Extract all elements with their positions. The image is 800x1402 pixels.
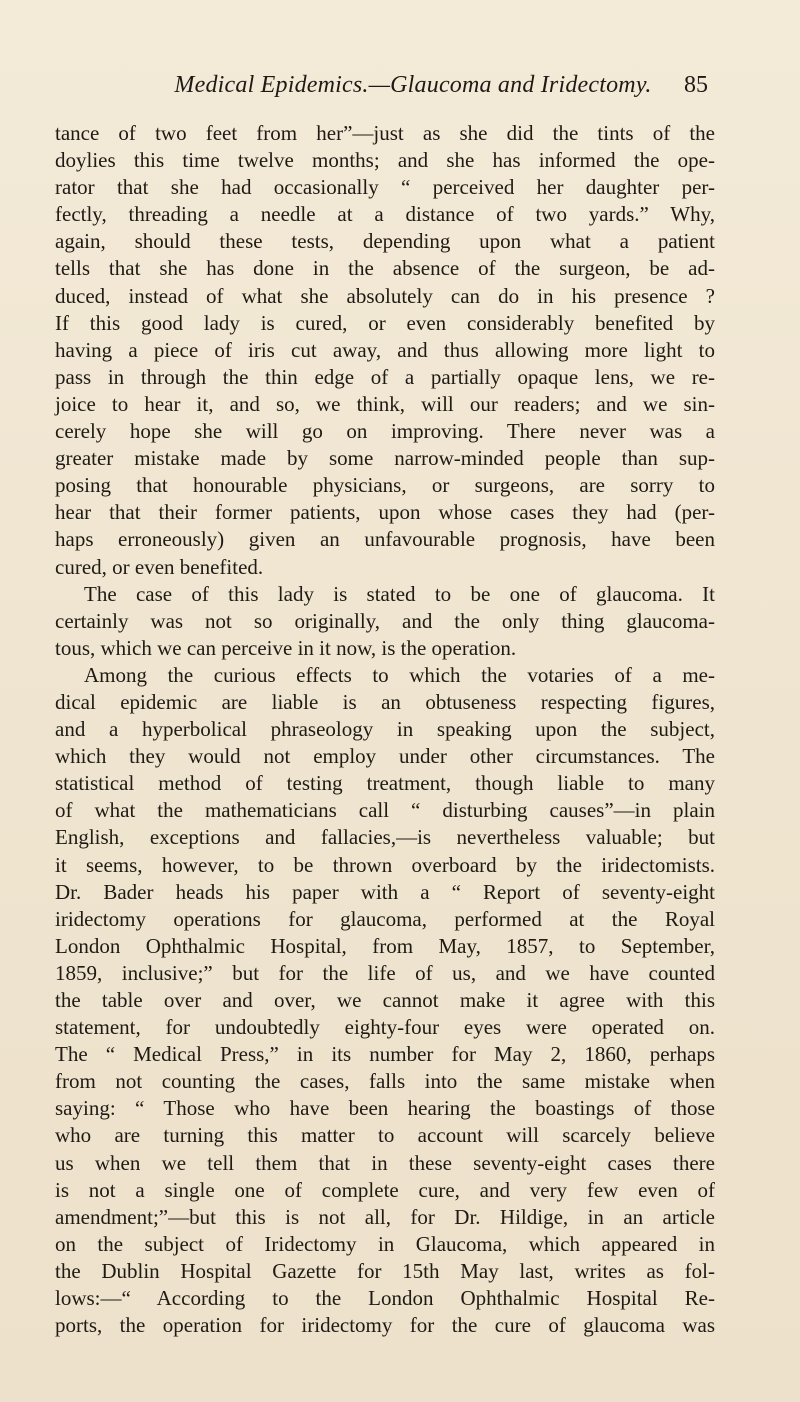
text-line: ports, the operation for iridectomy for the cure of glaucoma was bbox=[55, 1313, 715, 1338]
text-line: which they would not employ under other circumstances. The bbox=[55, 744, 715, 769]
text-line: cerely hope she will go on improving. There never was a bbox=[55, 419, 715, 444]
text-line: is not a single one of complete cure, and very few even of bbox=[55, 1177, 715, 1202]
text-line: The “ Medical Press,” in its number for May 2, 1860, perhaps bbox=[55, 1042, 715, 1067]
text-line: haps erroneously) given an unfavourable prognosis, have been bbox=[55, 527, 715, 552]
text-line: Dr. Bader heads his paper with a “ Report of seventy-eight bbox=[55, 879, 715, 904]
text-line: dical epidemic are liable is an obtuseness respecting figures, bbox=[55, 689, 715, 714]
text-line: on the subject of Iridectomy in Glaucoma, which appeared in bbox=[55, 1231, 715, 1256]
text-line: tance of two feet from her”—just as she did the tints of the bbox=[55, 121, 715, 145]
text-line: statistical method of testing treatment, though liable to many bbox=[55, 771, 715, 796]
text-line: Among the curious effects to which the votaries of a me- bbox=[84, 662, 715, 687]
text-line: and a hyperbolical phraseology in speaking upon the subject, bbox=[55, 717, 715, 742]
text-line: duced, instead of what she absolutely can do in his presence ? bbox=[55, 283, 715, 308]
text-line: 1859, inclusive;” but for the life of us, and we have counted bbox=[55, 960, 715, 985]
text-line: doylies this time twelve months; and she has informed the ope- bbox=[55, 148, 715, 173]
text-line: statement, for undoubtedly eighty-four eyes were operated on. bbox=[55, 1015, 715, 1040]
text-line: certainly was not so originally, and the only thing glaucoma- bbox=[55, 608, 715, 633]
text-line: us when we tell them that in these seventy-eight cases there bbox=[55, 1150, 715, 1175]
text-line: of what the mathematicians call “ disturbing causes”—in plain bbox=[55, 798, 715, 823]
text-line: having a piece of iris cut away, and thus allowing more light to bbox=[55, 337, 715, 362]
text-line: saying: “ Those who have been hearing the boastings of those bbox=[55, 1096, 715, 1121]
text-line: rator that she had occasionally “ perceived her daughter per- bbox=[55, 175, 715, 200]
text-line: it seems, however, to be thrown overboard by the iridectomists. bbox=[55, 852, 715, 877]
text-line: tells that she has done in the absence of the surgeon, be ad- bbox=[55, 256, 715, 281]
text-line: the Dublin Hospital Gazette for 15th May last, writes as fol- bbox=[55, 1258, 715, 1283]
text-line: the table over and over, we cannot make it agree with this bbox=[55, 988, 715, 1012]
running-title: Medical Epidemics.—Glaucoma and Iridectomy. bbox=[174, 72, 652, 98]
text-line: amendment;”—but this is not all, for Dr. Hildige, in an article bbox=[55, 1204, 715, 1229]
text-line: posing that honourable physicians, or surgeons, are sorry to bbox=[55, 473, 715, 498]
running-head bbox=[118, 72, 708, 108]
text-line: lows:—“ According to the London Ophthalmic Hospital Re- bbox=[55, 1286, 715, 1311]
text-line: who are turning this matter to account will scarcely believe bbox=[55, 1123, 715, 1148]
body-text bbox=[55, 120, 715, 1339]
text-line: again, should these tests, depending upon what a patient bbox=[55, 229, 715, 254]
page-number: 85 bbox=[684, 72, 708, 98]
text-line: cured, or even benefited. bbox=[55, 554, 264, 579]
text-line: The case of this lady is stated to be one of glaucoma. It bbox=[84, 581, 715, 606]
text-line: greater mistake made by some narrow-minded people than sup- bbox=[55, 446, 715, 471]
text-line: tous, which we can perceive in it now, is the operation. bbox=[55, 635, 517, 660]
text-line: pass in through the thin edge of a partially opaque lens, we re- bbox=[55, 364, 715, 389]
text-line: fectly, threading a needle at a distance of two yards.” Why, bbox=[55, 202, 715, 227]
text-line: If this good lady is cured, or even considerably benefited by bbox=[55, 310, 715, 335]
text-line: iridectomy operations for glaucoma, performed at the Royal bbox=[55, 906, 715, 931]
text-line: hear that their former patients, upon whose cases they had (per- bbox=[55, 500, 715, 525]
text-line: London Ophthalmic Hospital, from May, 1857, to September, bbox=[55, 933, 715, 958]
text-line: English, exceptions and fallacies,—is nevertheless valuable; but bbox=[55, 825, 715, 850]
text-line: joice to hear it, and so, we think, will our readers; and we sin- bbox=[55, 391, 715, 416]
text-line: from not counting the cases, falls into the same mistake when bbox=[55, 1069, 715, 1094]
